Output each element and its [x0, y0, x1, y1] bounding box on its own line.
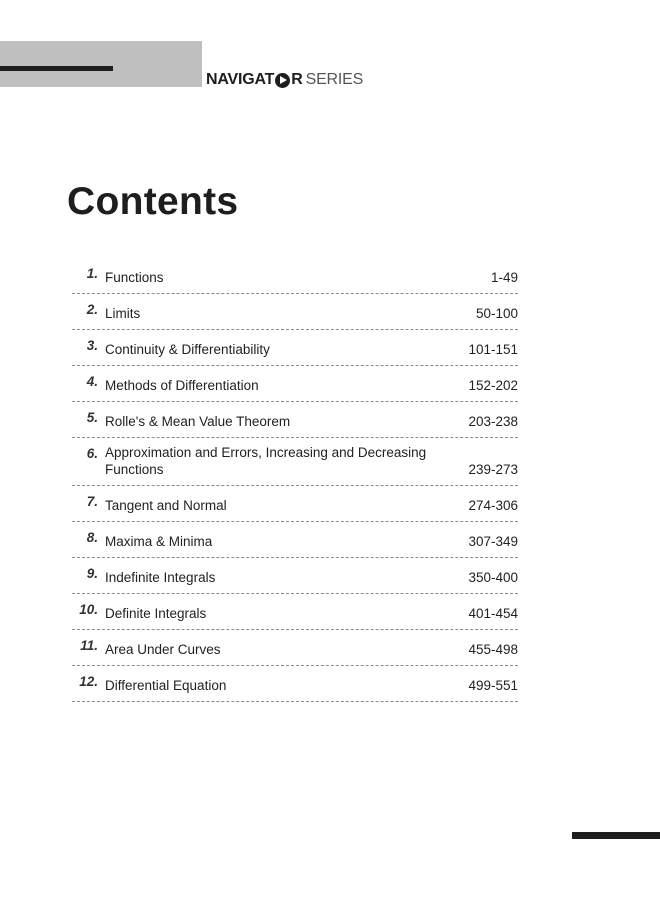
- chapter-number: 11.: [80, 638, 98, 653]
- toc-row: [72, 258, 518, 294]
- page-range: 350-400: [468, 570, 518, 585]
- chapter-title: Tangent and Normal: [105, 498, 227, 513]
- toc-row: [72, 594, 518, 630]
- chapter-number: 6.: [86, 446, 98, 461]
- chapter-title: Rolle's & Mean Value Theorem: [105, 414, 291, 429]
- toc-row: [72, 402, 518, 438]
- page-range: 274-306: [468, 498, 518, 513]
- page-range: 307-349: [468, 534, 518, 549]
- chapter-number: 12.: [79, 674, 98, 689]
- series-brand: [206, 69, 363, 91]
- header-bar: [0, 41, 202, 87]
- header-stripe: [0, 66, 113, 71]
- chapter-number: 1.: [86, 266, 98, 281]
- toc-row: [72, 294, 518, 330]
- chapter-number: 9.: [86, 566, 98, 581]
- page-range: 455-498: [468, 642, 518, 657]
- chapter-title: Methods of Differentiation: [105, 378, 259, 393]
- page-range: 50-100: [475, 306, 518, 321]
- toc-row: [72, 666, 518, 702]
- play-circle-icon: [275, 73, 290, 88]
- chapter-title: Limits: [105, 306, 141, 321]
- toc-row: [72, 438, 518, 486]
- page-range: 1-49: [490, 270, 518, 285]
- brand-series-label: SERIES: [305, 71, 364, 88]
- corner-bar: [572, 832, 660, 839]
- toc-row: [72, 630, 518, 666]
- page-range: 101-151: [468, 342, 518, 357]
- chapter-title: Continuity & Differentiability: [105, 342, 270, 357]
- chapter-number: 10.: [79, 602, 98, 617]
- toc-row: [72, 330, 518, 366]
- chapter-title: Functions: [105, 270, 164, 285]
- page-range: 499-551: [468, 678, 518, 693]
- chapter-number: 2.: [86, 302, 98, 317]
- chapter-title: Approximation and Errors, Increasing and Decreasing Functions: [105, 445, 427, 477]
- chapter-number: 4.: [86, 374, 98, 389]
- page-title: Contents: [67, 180, 239, 223]
- chapter-title: Area Under Curves: [105, 642, 221, 657]
- toc-row: [72, 558, 518, 594]
- brand-bold-left: NAVIGAT: [206, 71, 275, 88]
- chapter-title: Differential Equation: [105, 678, 227, 693]
- chapter-title: Indefinite Integrals: [105, 570, 216, 585]
- chapter-number: 5.: [86, 410, 98, 425]
- brand-bold-right: R: [291, 71, 303, 88]
- toc-row: [72, 486, 518, 522]
- chapter-title: Maxima & Minima: [105, 534, 213, 549]
- page-range: 239-273: [468, 462, 518, 477]
- page-range: 152-202: [468, 378, 518, 393]
- chapter-number: 8.: [86, 530, 98, 545]
- chapter-title: Definite Integrals: [105, 606, 207, 621]
- chapter-number: 7.: [86, 494, 98, 509]
- toc-row: [72, 522, 518, 558]
- toc-row: [72, 366, 518, 402]
- page-range: 401-454: [468, 606, 518, 621]
- chapter-number: 3.: [86, 338, 98, 353]
- page-range: 203-238: [468, 414, 518, 429]
- table-of-contents: [72, 258, 518, 702]
